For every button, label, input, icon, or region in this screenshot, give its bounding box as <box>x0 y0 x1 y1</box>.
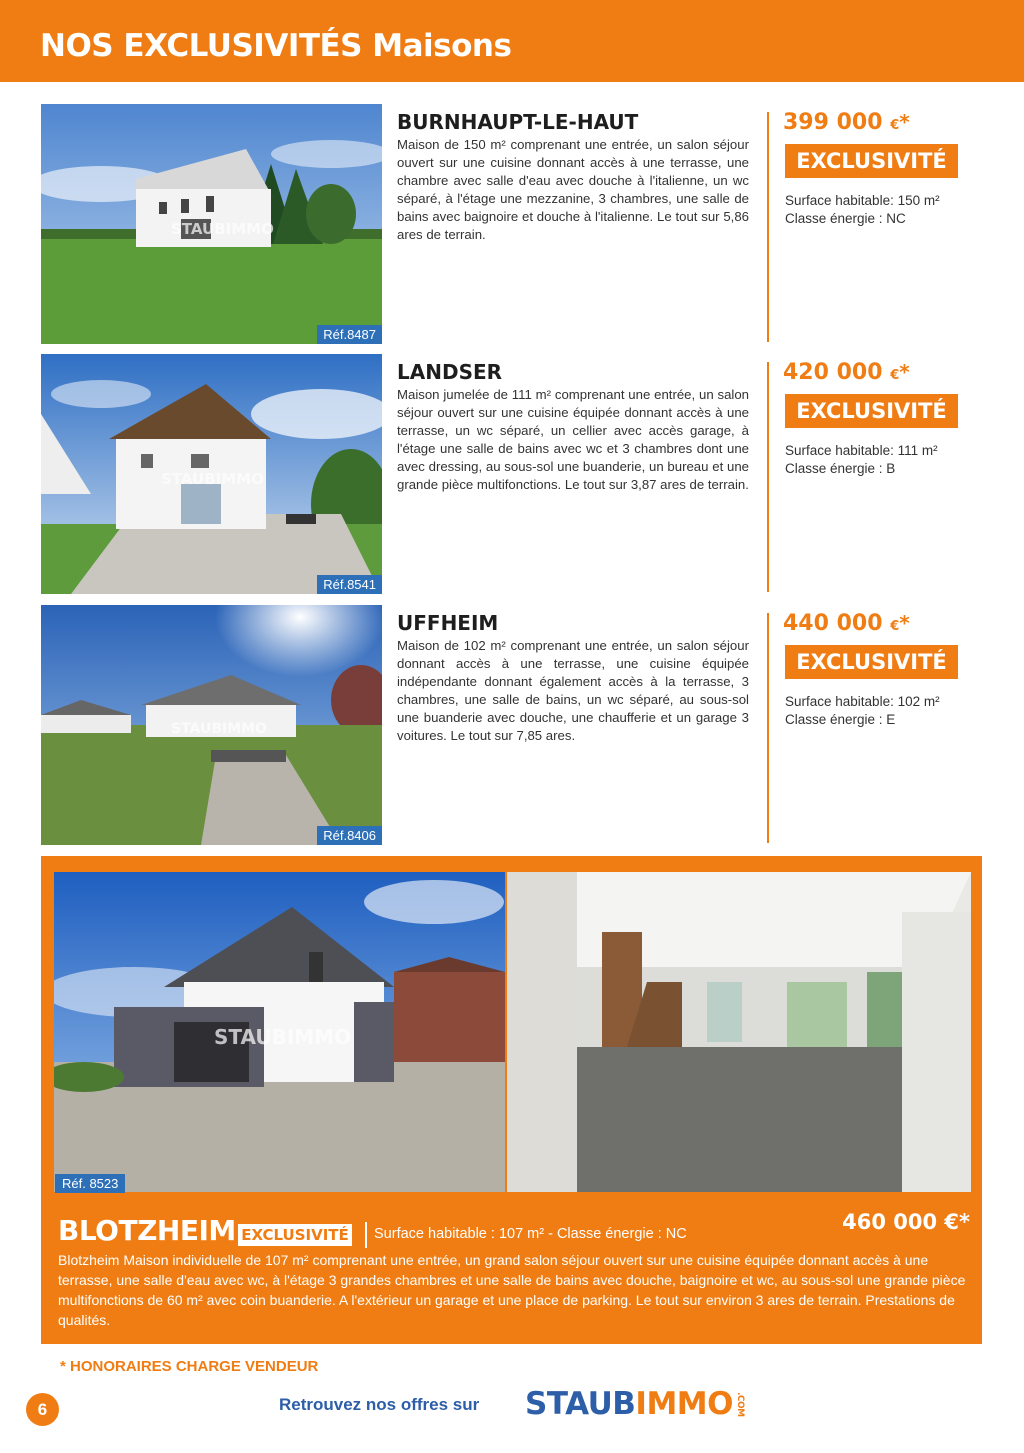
listing-card <box>41 605 981 845</box>
house-photo-illustration <box>41 605 382 845</box>
reference-label: Réf. 8523 <box>55 1174 125 1193</box>
property-photo[interactable] <box>41 104 382 344</box>
listing-card <box>41 354 981 594</box>
exclusivity-badge: EXCLUSIVITÉ <box>785 394 958 428</box>
page-title: NOS EXCLUSIVITÉS Maisons <box>40 28 512 64</box>
listing-city: BURNHAUPT-LE-HAUT <box>397 110 639 134</box>
brand-logo-part-staub: STAUB <box>525 1386 636 1422</box>
price-amount: 420 000 <box>783 360 883 385</box>
price-currency: € <box>890 619 900 634</box>
featured-facts: Surface habitable : 107 m² - Classe énergie : NC <box>374 1226 687 1242</box>
fees-note: * HONORAIRES CHARGE VENDEUR <box>60 1358 319 1375</box>
reference-label: Réf.8487 <box>317 325 382 344</box>
page-header <box>0 0 1024 82</box>
brand-logo-part-immo: IMMO <box>635 1386 733 1422</box>
website-cta: Retrouvez nos offres sur <box>279 1395 480 1414</box>
house-exterior-illustration <box>54 872 505 1192</box>
watermark-text: STAUBIMMO <box>171 721 267 737</box>
surface-text: Surface habitable: 111 m² <box>785 443 938 458</box>
divider <box>365 1222 367 1248</box>
price-asterisk: * <box>899 611 910 635</box>
listing-price <box>783 611 910 636</box>
price-asterisk: * <box>899 360 910 384</box>
listing-price <box>783 110 910 135</box>
house-photo-illustration <box>41 354 382 594</box>
listing-description: Maison de 102 m² comprenant une entrée, un salon séjour donnant accès à une terrasse, une cuisine équipée indépendante donnant également accès à la terrasse, 3 chambres, une salle de bains, un wc séparé, au sous-sol une buanderie avec douche, une chaufferie et un garage 3 voitures. Le tout sur 7,85 ares. <box>397 638 749 743</box>
watermark-text: STAUBIMMO <box>214 1025 352 1049</box>
featured-city: BLOTZHEIM <box>58 1214 236 1247</box>
listing-facts <box>785 192 940 228</box>
energy-class-text: Classe énergie : E <box>785 712 896 727</box>
house-photo-illustration <box>41 104 382 344</box>
listing-description-block <box>397 110 749 244</box>
divider <box>767 112 769 342</box>
energy-class-text: Classe énergie : NC <box>785 211 906 226</box>
listing-facts <box>785 693 940 729</box>
watermark-text: STAUBIMMO <box>171 220 274 238</box>
price-currency: € <box>890 118 900 133</box>
listing-city: LANDSER <box>397 360 503 384</box>
property-photo[interactable] <box>41 354 382 594</box>
featured-listing <box>41 856 982 1344</box>
listing-city: UFFHEIM <box>397 611 499 635</box>
price-currency: € <box>890 368 900 383</box>
exclusivity-badge: EXCLUSIVITÉ <box>785 645 958 679</box>
listing-description-block <box>397 360 749 494</box>
featured-exterior-photo[interactable] <box>54 872 505 1192</box>
listing-description: Maison jumelée de 111 m² comprenant une entrée, un salon séjour ouvert sur une cuisine équipée donnant accès à une terrasse, un wc séparé, un cellier avec accès garage, à l'étage une salle de bains avec wc et 3 chambres dont une avec dressing, au sous-sol une buanderie, un bureau et une grande pièce multifonctions. Le tout sur 3,87 ares de terrain. <box>397 387 749 492</box>
watermark-text: STAUBIMMO <box>161 470 264 488</box>
listing-price <box>783 360 910 385</box>
surface-text: Surface habitable: 150 m² <box>785 193 940 208</box>
reference-label: Réf.8406 <box>317 826 382 845</box>
house-interior-illustration <box>507 872 971 1192</box>
surface-text: Surface habitable: 102 m² <box>785 694 940 709</box>
page-number: 6 <box>26 1393 59 1426</box>
listing-card <box>41 104 981 344</box>
price-amount: 399 000 <box>783 110 883 135</box>
divider <box>767 362 769 592</box>
featured-description: Blotzheim Maison individuelle de 107 m² comprenant une entrée, un grand salon séjour ouvert sur une cuisine équipée donnant accès à une terrasse, une salle d'eau avec wc, à l'étage 3 grandes chambres et une salle de bains avec douche, baignoire et wc, au sous-sol une grande pièce multifonctions de 60 m² avec coin buanderie. A l'extérieur un garage et une place de parking. Le tout sur environ 3 ares de terrain. Prestations de qualités. <box>58 1252 966 1328</box>
price-amount: 440 000 <box>783 611 883 636</box>
featured-interior-photo[interactable] <box>507 872 971 1192</box>
energy-class-text: Classe énergie : B <box>785 461 896 476</box>
price-asterisk: * <box>899 110 910 134</box>
exclusivity-badge: EXCLUSIVITÉ <box>785 144 958 178</box>
brand-logo-domain: .COM <box>735 1392 745 1417</box>
listing-description-block <box>397 611 749 745</box>
listing-facts <box>785 442 938 478</box>
listing-description: Maison de 150 m² comprenant une entrée, un salon séjour ouvert sur une cuisine donnant accès à une terrasse, une chambre avec salle d'eau avec douche à l'italienne, un wc séparé, à l'étage une mezzanine, 3 chambres, une salle de bains avec baignoire et douche à l'italienne. Le tout sur 5,86 ares de terrain. <box>397 137 749 242</box>
brand-logo[interactable] <box>525 1386 745 1422</box>
divider <box>767 613 769 843</box>
featured-price: 460 000 €* <box>842 1210 970 1234</box>
exclusivity-badge: EXCLUSIVITÉ <box>238 1224 352 1246</box>
property-photo[interactable] <box>41 605 382 845</box>
reference-label: Réf.8541 <box>317 575 382 594</box>
